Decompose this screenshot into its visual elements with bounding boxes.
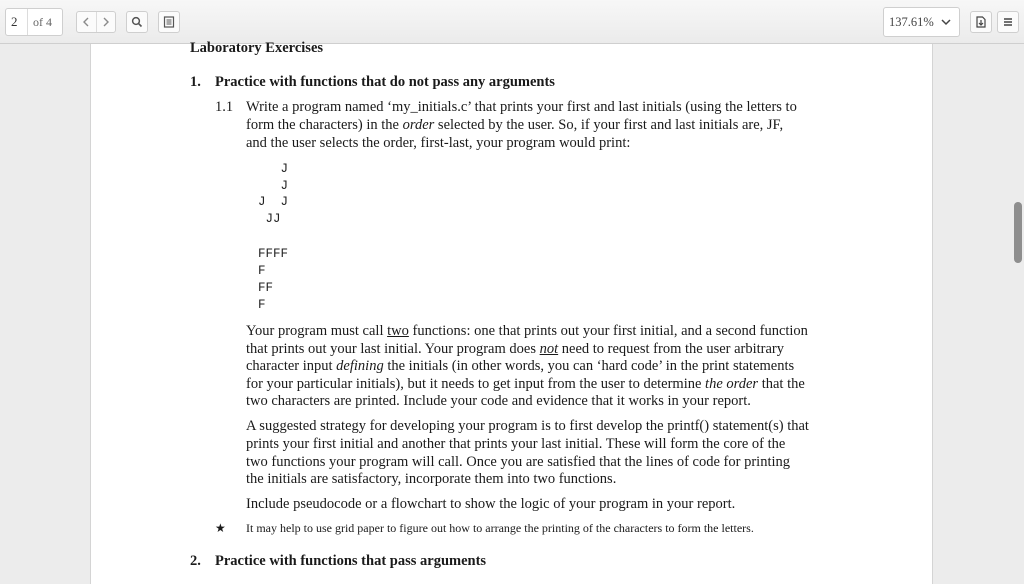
- search-button[interactable]: [126, 11, 148, 33]
- item-1-1-line2: [246, 117, 783, 135]
- emphasis-order: order: [402, 117, 435, 133]
- next-page-button[interactable]: [96, 12, 116, 32]
- ascii-art-j-line2: J: [258, 179, 289, 193]
- text-run: that the: [758, 376, 805, 392]
- ascii-art-j-line1: J: [258, 162, 289, 176]
- section-2-number: 2.: [190, 553, 201, 569]
- text-run: character input: [246, 358, 337, 374]
- item-1-1-line3: and the user selects the order, first-last, your program would print:: [246, 135, 631, 151]
- section-1-number: 1.: [190, 74, 201, 90]
- page-heading: Laboratory Exercises: [190, 40, 324, 56]
- ascii-art-j-line4: JJ: [258, 212, 281, 226]
- menu-button[interactable]: [997, 11, 1019, 33]
- para1-line4: [246, 376, 805, 394]
- para2-line2: prints your first initial and another that prints your last initial. These will form the core of the: [246, 436, 786, 452]
- section-2-title: Practice with functions that pass arguments: [215, 553, 487, 569]
- ascii-art-j-line3: J J: [258, 195, 289, 209]
- text-run: selected by the user. So, if your first and last initials are, JF,: [434, 117, 784, 133]
- download-button[interactable]: [970, 11, 992, 33]
- para1-line2: [246, 341, 784, 359]
- zoom-value: 137.61%: [889, 14, 934, 29]
- chevron-right-icon: [102, 17, 110, 27]
- text-run: Your program must call: [246, 323, 388, 339]
- para2-line4: the initials are satisfactory, incorporate them into two functions.: [246, 471, 617, 487]
- chevron-left-icon: [82, 17, 90, 27]
- page-nav-group: [76, 11, 116, 33]
- emphasis-the-order: the order: [705, 376, 759, 392]
- text-run: for your particular initials), but it needs to get input from the user to determine: [246, 376, 706, 392]
- sidebar-toggle-button[interactable]: [158, 11, 180, 33]
- para1-line1: [246, 323, 808, 341]
- para1-line3: [246, 358, 794, 376]
- section-1-title: Practice with functions that do not pass any arguments: [215, 74, 555, 90]
- item-1-1-number: 1.1: [215, 99, 234, 115]
- para3: Include pseudocode or a flowchart to show the logic of your program in your report.: [246, 496, 736, 512]
- menu-icon: [1002, 16, 1014, 28]
- page-count-label: of 4: [33, 14, 52, 29]
- text-run: the initials (in other words, you can ‘hard code’ in the print statements: [383, 358, 795, 374]
- search-icon: [131, 16, 143, 28]
- page-number-input[interactable]: 2: [6, 9, 28, 35]
- para2-line1: A suggested strategy for developing your program is to first develop the printf() statement(s) that: [246, 418, 809, 434]
- text-run: functions: one that prints out your first initial, and a second function: [408, 323, 808, 339]
- text-run: need to request from the user arbitrary: [558, 341, 785, 357]
- text-run: that prints out your last initial. Your program does: [246, 341, 540, 357]
- star-icon: ★: [215, 521, 226, 535]
- tip-text: It may help to use grid paper to figure out how to arrange the printing of the characters to form the letters.: [246, 521, 754, 535]
- chevron-down-icon: [940, 16, 952, 28]
- sidebar-icon: [163, 16, 175, 28]
- ascii-art-f-line4: F: [258, 298, 266, 312]
- text-run: form the characters) in the: [246, 117, 403, 133]
- underline-two: two: [387, 323, 409, 339]
- ascii-art-f-line2: F: [258, 264, 266, 278]
- ascii-art-f-line3: FF: [258, 281, 274, 295]
- para1-line5: two characters are printed. Include your code and evidence that it works in your report.: [246, 393, 751, 409]
- item-1-1-line1: Write a program named ‘my_initials.c’ that prints your first and last initials (using the letters to: [246, 99, 797, 115]
- underline-not: not: [539, 341, 559, 357]
- download-icon: [975, 16, 987, 28]
- prev-page-button[interactable]: [77, 12, 96, 32]
- zoom-select[interactable]: [883, 7, 960, 37]
- pdf-toolbar: [0, 0, 1024, 44]
- emphasis-defining: defining: [336, 358, 384, 374]
- ascii-art-f-line1: FFFF: [258, 247, 289, 261]
- page-number-box[interactable]: [5, 8, 63, 36]
- vertical-scrollbar-thumb[interactable]: [1014, 202, 1022, 263]
- para2-line3: two functions your program will call. Once you are satisfied that the lines of code for printing: [246, 454, 791, 470]
